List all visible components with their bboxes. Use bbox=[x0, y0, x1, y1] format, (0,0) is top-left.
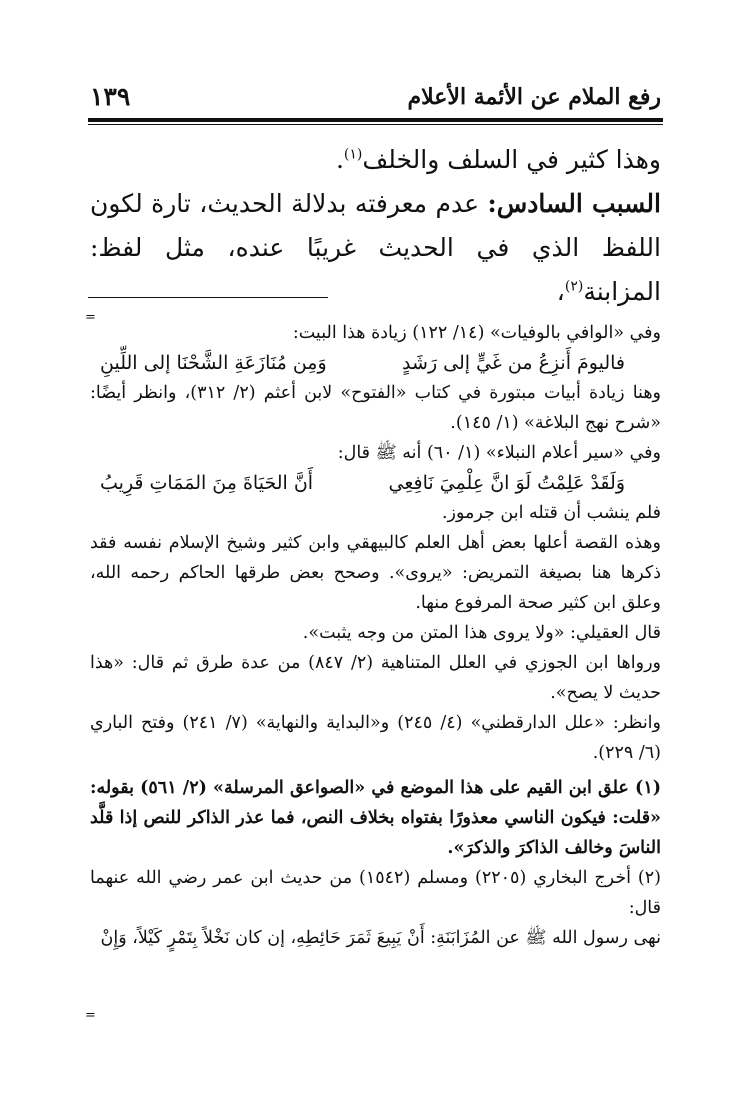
footnote-ref-1[interactable]: (١) bbox=[343, 146, 363, 163]
reason-text: عدم معرفته بدلالة الحديث، تارة لكون اللفظ الذي في الحديث غريبًا عنده، مثل لفظ: المزابنة bbox=[90, 189, 661, 306]
main-text bbox=[90, 138, 661, 314]
footnote-separator bbox=[88, 297, 328, 298]
note-line-3: وفي «سير أعلام النبلاء» (١/ ٦٠) أنه ﷺ قال: bbox=[337, 443, 661, 463]
continuation-mark-bottom: = bbox=[85, 1008, 96, 1023]
continuation-mark-top: = bbox=[85, 310, 96, 325]
reason-label: السبب السادس: bbox=[487, 189, 661, 218]
header-rule-thin bbox=[88, 124, 663, 125]
footnote-1: (١) علق ابن القيم على هذا الموضع في «الصواعق المرسلة» (٢/ ٥٦١) بقوله: «قلت: فيكون الناسي معذورًا بفتواه بخلاف النص، فما عذر الذاكر للنص إذا قلَّد الناسَ وخالف الذاكرَ والذكرَ». bbox=[90, 778, 662, 858]
verse-1 bbox=[90, 348, 661, 378]
verse-1-right: فاليومَ أَنزِعُ من غَيٍّ إلى رَشَدٍ bbox=[402, 352, 625, 374]
note-line-6: قال العقيلي: «ولا يروى هذا المتن من وجه يثبت». bbox=[302, 623, 661, 643]
note-line-5: وهذه القصة أعلها بعض أهل العلم كالبيهقي وابن كثير وشيخ الإسلام نفسه فقد ذكرها هنا بصيغة التمريض: «يروى». وصحح بعض طرقها الحاكم رحمه الله، وعلق ابن كثير صحة المرفوع منها. bbox=[90, 533, 661, 613]
main-line-1 bbox=[90, 138, 661, 182]
verse-2-right: وَلَقَدْ عَلِمْتُ لَوَ انَّ عِلْمِيَ نَافِعِي bbox=[388, 472, 625, 494]
reason-paragraph bbox=[90, 182, 661, 314]
verse-2 bbox=[90, 468, 661, 498]
main-line-1-text: وهذا كثير في السلف والخلف bbox=[362, 145, 661, 174]
note-line-2: وهنا زيادة أبيات مبتورة في كتاب «الفتوح» لابن أعثم (٢/ ٣١٢)، وانظر أيضًا: «شرح نهج البلاغة» (١/ ١٤٥). bbox=[90, 383, 661, 433]
main-line-1-end: . bbox=[335, 145, 344, 174]
note-line-1: وفي «الوافي بالوفيات» (١٤/ ١٢٢) زيادة هذا البيت: bbox=[292, 323, 661, 343]
header-rule-thick bbox=[88, 118, 663, 122]
reason-end: ، bbox=[556, 277, 565, 306]
note-line-4: فلم ينشب أن قتله ابن جرموز. bbox=[441, 503, 661, 523]
footnote-2-line-b: نهى رسول الله ﷺ عن المُزَابَنَةِ: أَنْ يَبِيعَ ثَمَرَ حَائِطِهِ، إن كان نَخْلاً بِتَمْرٍ كَيْلاً، وَإِنْ bbox=[100, 928, 661, 948]
note-line-8: وانظر: «علل الدارقطني» (٤/ ٢٤٥) و«البداية والنهاية» (٧/ ٢٤١) وفتح الباري (٦/ ٢٢٩). bbox=[90, 713, 661, 763]
page-number: ١٣٩ bbox=[90, 82, 131, 111]
verse-2-left: أَنَّ الحَيَاةَ مِنَ المَمَاتِ قَرِيبُ bbox=[100, 472, 314, 494]
note-line-7: ورواها ابن الجوزي في العلل المتناهية (٢/ ٨٤٧) من عدة طرق ثم قال: «هذا حديث لا يصح». bbox=[90, 653, 662, 703]
footnotes-block bbox=[90, 318, 661, 953]
footnote-2-line-a: (٢) أخرج البخاري (٢٢٠٥) ومسلم (١٥٤٢) من حديث ابن عمر رضي الله عنهما قال: bbox=[90, 868, 661, 918]
verse-1-left: وَمِن مُنَازَعَةِ الشَّحْنَا إلى اللِّينِ bbox=[100, 352, 327, 374]
footnote-ref-2[interactable]: (٢) bbox=[564, 278, 584, 295]
running-header-title: رفع الملام عن الأئمة الأعلام bbox=[407, 84, 661, 110]
